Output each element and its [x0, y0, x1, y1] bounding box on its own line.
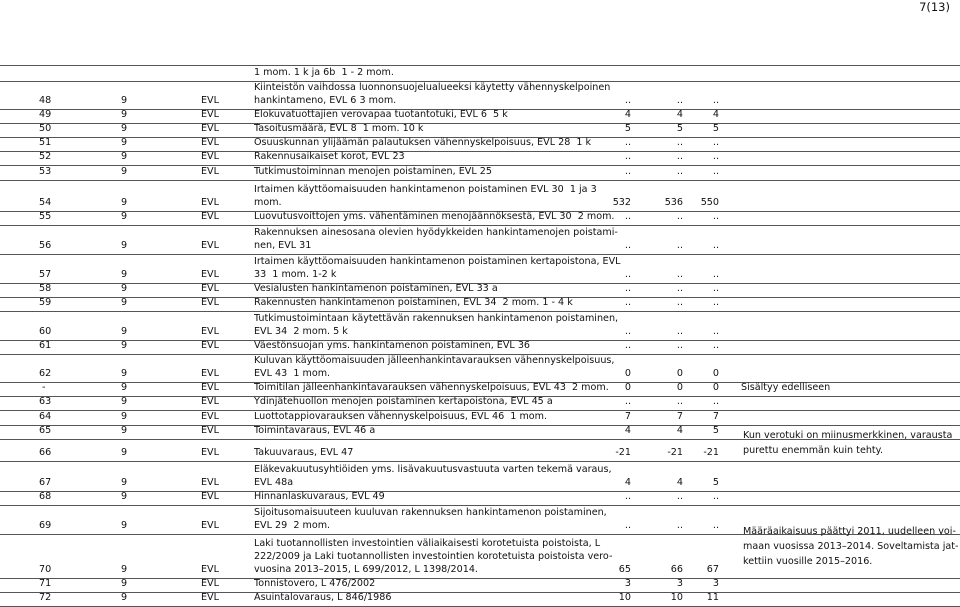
- value-col-2: 536: [664, 197, 683, 208]
- row-number: 57: [39, 269, 52, 280]
- value-col-2: -21: [667, 447, 683, 458]
- table-row: [0, 341, 960, 355]
- table-row: [0, 255, 960, 284]
- section-code: 9: [121, 211, 128, 222]
- law-code: EVL: [201, 137, 219, 148]
- row-number: 62: [39, 368, 52, 379]
- value-col-1: ..: [624, 166, 631, 177]
- value-col-2: ..: [676, 297, 683, 308]
- value-col-3: ..: [712, 211, 719, 222]
- row-number: 53: [39, 166, 52, 177]
- law-code: EVL: [201, 340, 219, 351]
- row-description: Luovutusvoittojen yms. vähentäminen menojäännöksestä, EVL 30 2 mom.: [254, 211, 615, 222]
- row-description: Irtaimen käyttöomaisuuden hankintamenon poistaminen EVL 30 1 ja 3 mom.: [254, 184, 597, 208]
- table-row: [0, 181, 960, 212]
- section-code: 9: [121, 151, 128, 162]
- note-takuuvaraus-text: Kun verotuki on miinusmerkkinen, varausta purettu enemmän kuin tehty.: [743, 430, 953, 456]
- value-col-3: 67: [706, 564, 719, 575]
- law-code: EVL: [201, 326, 219, 337]
- law-code: EVL: [201, 166, 219, 177]
- value-col-1: ..: [624, 240, 631, 251]
- section-code: 9: [121, 592, 128, 603]
- value-col-2: ..: [676, 491, 683, 502]
- law-code: EVL: [201, 592, 219, 603]
- row-description: Asuintalovaraus, L 846/1986: [254, 592, 392, 603]
- row-number: 68: [39, 491, 52, 502]
- table-row: [0, 411, 960, 426]
- row-description: Väestönsuojan yms. hankintamenon poistaminen, EVL 36: [254, 340, 531, 351]
- value-col-3: ..: [712, 95, 719, 106]
- section-code: 9: [121, 95, 128, 106]
- value-col-3: 5: [712, 477, 719, 488]
- section-code: 9: [121, 564, 128, 575]
- page-number: 7(13): [919, 0, 950, 14]
- value-col-1: ..: [624, 283, 631, 294]
- value-col-1: 4: [624, 477, 631, 488]
- value-col-2: ..: [676, 283, 683, 294]
- value-col-1: ..: [624, 137, 631, 148]
- value-col-2: 4: [676, 109, 683, 120]
- law-code: EVL: [201, 95, 219, 106]
- value-col-2: ..: [676, 520, 683, 531]
- value-col-3: 7: [712, 411, 719, 422]
- law-code: EVL: [201, 382, 219, 393]
- row-number: 55: [39, 211, 52, 222]
- value-col-1: ..: [624, 151, 631, 162]
- value-col-3: ..: [712, 137, 719, 148]
- table-row: [0, 65, 960, 82]
- value-col-1: 3: [624, 578, 631, 589]
- section-code: 9: [121, 382, 128, 393]
- value-col-1: 4: [624, 425, 631, 436]
- value-col-2: ..: [676, 95, 683, 106]
- value-col-3: ..: [712, 240, 719, 251]
- table-row: [0, 298, 960, 312]
- row-number: 60: [39, 326, 52, 337]
- row-note: Sisältyy edelliseen: [741, 382, 831, 393]
- value-col-1: 532: [612, 197, 631, 208]
- value-col-1: 10: [618, 592, 631, 603]
- law-code: EVL: [201, 269, 219, 280]
- table-row: [0, 81, 960, 110]
- section-code: 9: [121, 123, 128, 134]
- value-col-3: 5: [712, 123, 719, 134]
- law-code: EVL: [201, 123, 219, 134]
- section-code: 9: [121, 520, 128, 531]
- value-col-3: ..: [712, 340, 719, 351]
- section-code: 9: [121, 447, 128, 458]
- table-row: [0, 462, 960, 492]
- law-code: EVL: [201, 477, 219, 488]
- row-description: Sijoitusomaisuuteen kuuluvan rakennuksen hankintamenon poistaminen, EVL 29 2 mom.: [254, 507, 607, 531]
- law-code: EVL: [201, 396, 219, 407]
- value-col-2: ..: [676, 269, 683, 280]
- value-col-2: ..: [676, 166, 683, 177]
- value-col-2: ..: [676, 137, 683, 148]
- value-col-3: 3: [712, 578, 719, 589]
- section-code: 9: [121, 411, 128, 422]
- value-col-3: 550: [700, 197, 719, 208]
- value-col-3: 0: [712, 382, 719, 393]
- value-col-2: ..: [676, 151, 683, 162]
- row-description: Toimitilan jälleenhankintavarauksen vähennyskelpoisuus, EVL 43 2 mom.: [254, 382, 609, 393]
- section-code: 9: [121, 240, 128, 251]
- table-row: [0, 355, 960, 383]
- row-number: -: [42, 382, 46, 393]
- table-row: [0, 492, 960, 506]
- value-col-1: -21: [615, 447, 631, 458]
- law-code: EVL: [201, 425, 219, 436]
- section-code: 9: [121, 425, 128, 436]
- law-code: EVL: [201, 578, 219, 589]
- row-description: Luottotappiovarauksen vähennyskelpoisuus, EVL 46 1 mom.: [254, 411, 548, 422]
- table-row: [0, 397, 960, 411]
- value-col-1: ..: [624, 269, 631, 280]
- section-code: 9: [121, 283, 128, 294]
- row-description: Hinnanlaskuvaraus, EVL 49: [254, 491, 385, 502]
- section-code: 9: [121, 340, 128, 351]
- row-description: Tasoitusmäärä, EVL 8 1 mom. 10 k: [254, 123, 424, 134]
- value-col-2: ..: [676, 340, 683, 351]
- value-col-2: ..: [676, 396, 683, 407]
- row-description: Rakennusaikaiset korot, EVL 23: [254, 151, 405, 162]
- row-description: Kiinteistön vaihdossa luonnonsuojelualueeksi käytetty vähennyskelpoinen hankintameno, EVL 6 3 mom.: [254, 82, 611, 106]
- row-description: Laki tuotannollisten investointien väliaikaisesti korotetuista poistoista, L 222/2009 ja Laki tuotannollisten investointien korotetuista poistoista vero- vuosina 2013–2015, L 699/2012, L 1398/2014.: [254, 538, 613, 575]
- table-row: [0, 579, 960, 593]
- value-col-3: 0: [712, 368, 719, 379]
- section-code: 9: [121, 368, 128, 379]
- value-col-1: ..: [624, 297, 631, 308]
- row-description: Vesialusten hankintamenon poistaminen, EVL 33 a: [254, 283, 498, 294]
- row-number: 48: [39, 95, 52, 106]
- section-code: 9: [121, 491, 128, 502]
- value-col-2: ..: [676, 326, 683, 337]
- row-description: Irtaimen käyttöomaisuuden hankintamenon poistaminen kertapoistona, EVL 33 1 mom. 1-2 k: [254, 256, 621, 280]
- row-description: Kuluvan käyttöomaisuuden jälleenhankintavarauksen vähennyskelpoisuus, EVL 43 1 mom.: [254, 355, 615, 379]
- section-code: 9: [121, 109, 128, 120]
- value-col-3: ..: [712, 297, 719, 308]
- row-number: 63: [39, 396, 52, 407]
- value-col-3: ..: [712, 520, 719, 531]
- value-col-1: ..: [624, 211, 631, 222]
- section-code: 9: [121, 166, 128, 177]
- value-col-2: 0: [676, 368, 683, 379]
- row-number: 50: [39, 123, 52, 134]
- row-description: Elokuvatuottajien verovapaa tuotantotuki, EVL 6 5 k: [254, 109, 508, 120]
- value-col-1: ..: [624, 396, 631, 407]
- row-number: 71: [39, 578, 52, 589]
- note-korotetut-poistot: [743, 524, 959, 569]
- section-code: 9: [121, 326, 128, 337]
- row-description: Rakennuksen ainesosana olevien hyödykkeiden hankintamenojen poistami- nen, EVL 31: [254, 227, 618, 251]
- value-col-3: ..: [712, 283, 719, 294]
- row-description: Takuuvaraus, EVL 47: [254, 447, 354, 458]
- law-code: EVL: [201, 151, 219, 162]
- value-col-2: ..: [676, 240, 683, 251]
- value-col-1: ..: [624, 340, 631, 351]
- row-description: Eläkevakuutusyhtiöiden yms. lisävakuutusvastuuta varten tekemä varaus, EVL 48a: [254, 464, 612, 488]
- row-description: Tonnistovero, L 476/2002: [254, 578, 376, 589]
- law-code: EVL: [201, 297, 219, 308]
- section-code: 9: [121, 297, 128, 308]
- value-col-3: 4: [712, 109, 719, 120]
- row-description: Ydinjätehuollon menojen poistaminen kertapoistona, EVL 45 a: [254, 396, 553, 407]
- row-number: 64: [39, 411, 52, 422]
- row-number: 66: [39, 447, 52, 458]
- value-col-1: 5: [624, 123, 631, 134]
- section-code: 9: [121, 578, 128, 589]
- value-col-2: 10: [670, 592, 683, 603]
- note-korotetut-poistot-text: Määräaikaisuus päättyi 2011, uudelleen voi- maan vuosissa 2013–2014. Soveltamista jat- kettiin vuosille 2015–2016.: [743, 526, 959, 567]
- table-row: [0, 138, 960, 152]
- value-col-2: 5: [676, 123, 683, 134]
- row-number: 59: [39, 297, 52, 308]
- law-code: EVL: [201, 197, 219, 208]
- row-number: 49: [39, 109, 52, 120]
- value-col-3: ..: [712, 269, 719, 280]
- value-col-1: ..: [624, 491, 631, 502]
- value-col-3: ..: [712, 396, 719, 407]
- value-col-1: 0: [624, 368, 631, 379]
- row-description: Toimintavaraus, EVL 46 a: [254, 425, 376, 436]
- law-code: EVL: [201, 411, 219, 422]
- law-code: EVL: [201, 564, 219, 575]
- value-col-3: ..: [712, 166, 719, 177]
- row-number: 56: [39, 240, 52, 251]
- law-code: EVL: [201, 240, 219, 251]
- row-number: 67: [39, 477, 52, 488]
- table-row: [0, 166, 960, 181]
- law-code: EVL: [201, 368, 219, 379]
- value-col-2: 0: [676, 382, 683, 393]
- law-code: EVL: [201, 520, 219, 531]
- row-number: 72: [39, 592, 52, 603]
- section-code: 9: [121, 137, 128, 148]
- value-col-3: ..: [712, 326, 719, 337]
- value-col-3: ..: [712, 151, 719, 162]
- table-row: [0, 152, 960, 166]
- law-code: EVL: [201, 211, 219, 222]
- value-col-1: ..: [624, 520, 631, 531]
- value-col-1: 4: [624, 109, 631, 120]
- table-row: [0, 593, 960, 607]
- value-col-2: 66: [670, 564, 683, 575]
- value-col-2: 7: [676, 411, 683, 422]
- note-takuuvaraus: [743, 428, 952, 458]
- row-number: 69: [39, 520, 52, 531]
- row-number: 52: [39, 151, 52, 162]
- value-col-2: 3: [676, 578, 683, 589]
- value-col-2: ..: [676, 211, 683, 222]
- law-code: EVL: [201, 447, 219, 458]
- value-col-1: 7: [624, 411, 631, 422]
- law-code: EVL: [201, 491, 219, 502]
- section-code: 9: [121, 477, 128, 488]
- table-row: [0, 212, 960, 226]
- row-number: 51: [39, 137, 52, 148]
- law-code: EVL: [201, 283, 219, 294]
- row-number: 54: [39, 197, 52, 208]
- row-number: 58: [39, 283, 52, 294]
- section-code: 9: [121, 396, 128, 407]
- row-description: Tutkimustoiminnan menojen poistaminen, EVL 25: [254, 166, 492, 177]
- value-col-1: ..: [624, 95, 631, 106]
- row-number: 61: [39, 340, 52, 351]
- law-code: EVL: [201, 109, 219, 120]
- row-number: 65: [39, 425, 52, 436]
- table-row: [0, 312, 960, 341]
- value-col-1: ..: [624, 326, 631, 337]
- table-row: [0, 226, 960, 255]
- value-col-1: 0: [624, 382, 631, 393]
- row-description: Tutkimustoimintaan käytettävän rakennuksen hankintamenon poistaminen, EVL 34 2 mom. 5 k: [254, 313, 619, 337]
- row-number: 70: [39, 564, 52, 575]
- value-col-2: 4: [676, 425, 683, 436]
- value-col-3: ..: [712, 491, 719, 502]
- row-description: 1 mom. 1 k ja 6b 1 - 2 mom.: [254, 67, 394, 78]
- value-col-3: 5: [712, 425, 719, 436]
- table-row: [0, 110, 960, 124]
- value-col-3: -21: [703, 447, 719, 458]
- value-col-2: 4: [676, 477, 683, 488]
- section-code: 9: [121, 269, 128, 280]
- row-description: Osuuskunnan ylijäämän palautuksen vähennyskelpoisuus, EVL 28 1 k: [254, 137, 592, 148]
- section-code: 9: [121, 197, 128, 208]
- value-col-3: 11: [706, 592, 719, 603]
- value-col-1: 65: [618, 564, 631, 575]
- row-description: Rakennusten hankintamenon poistaminen, EVL 34 2 mom. 1 - 4 k: [254, 297, 573, 308]
